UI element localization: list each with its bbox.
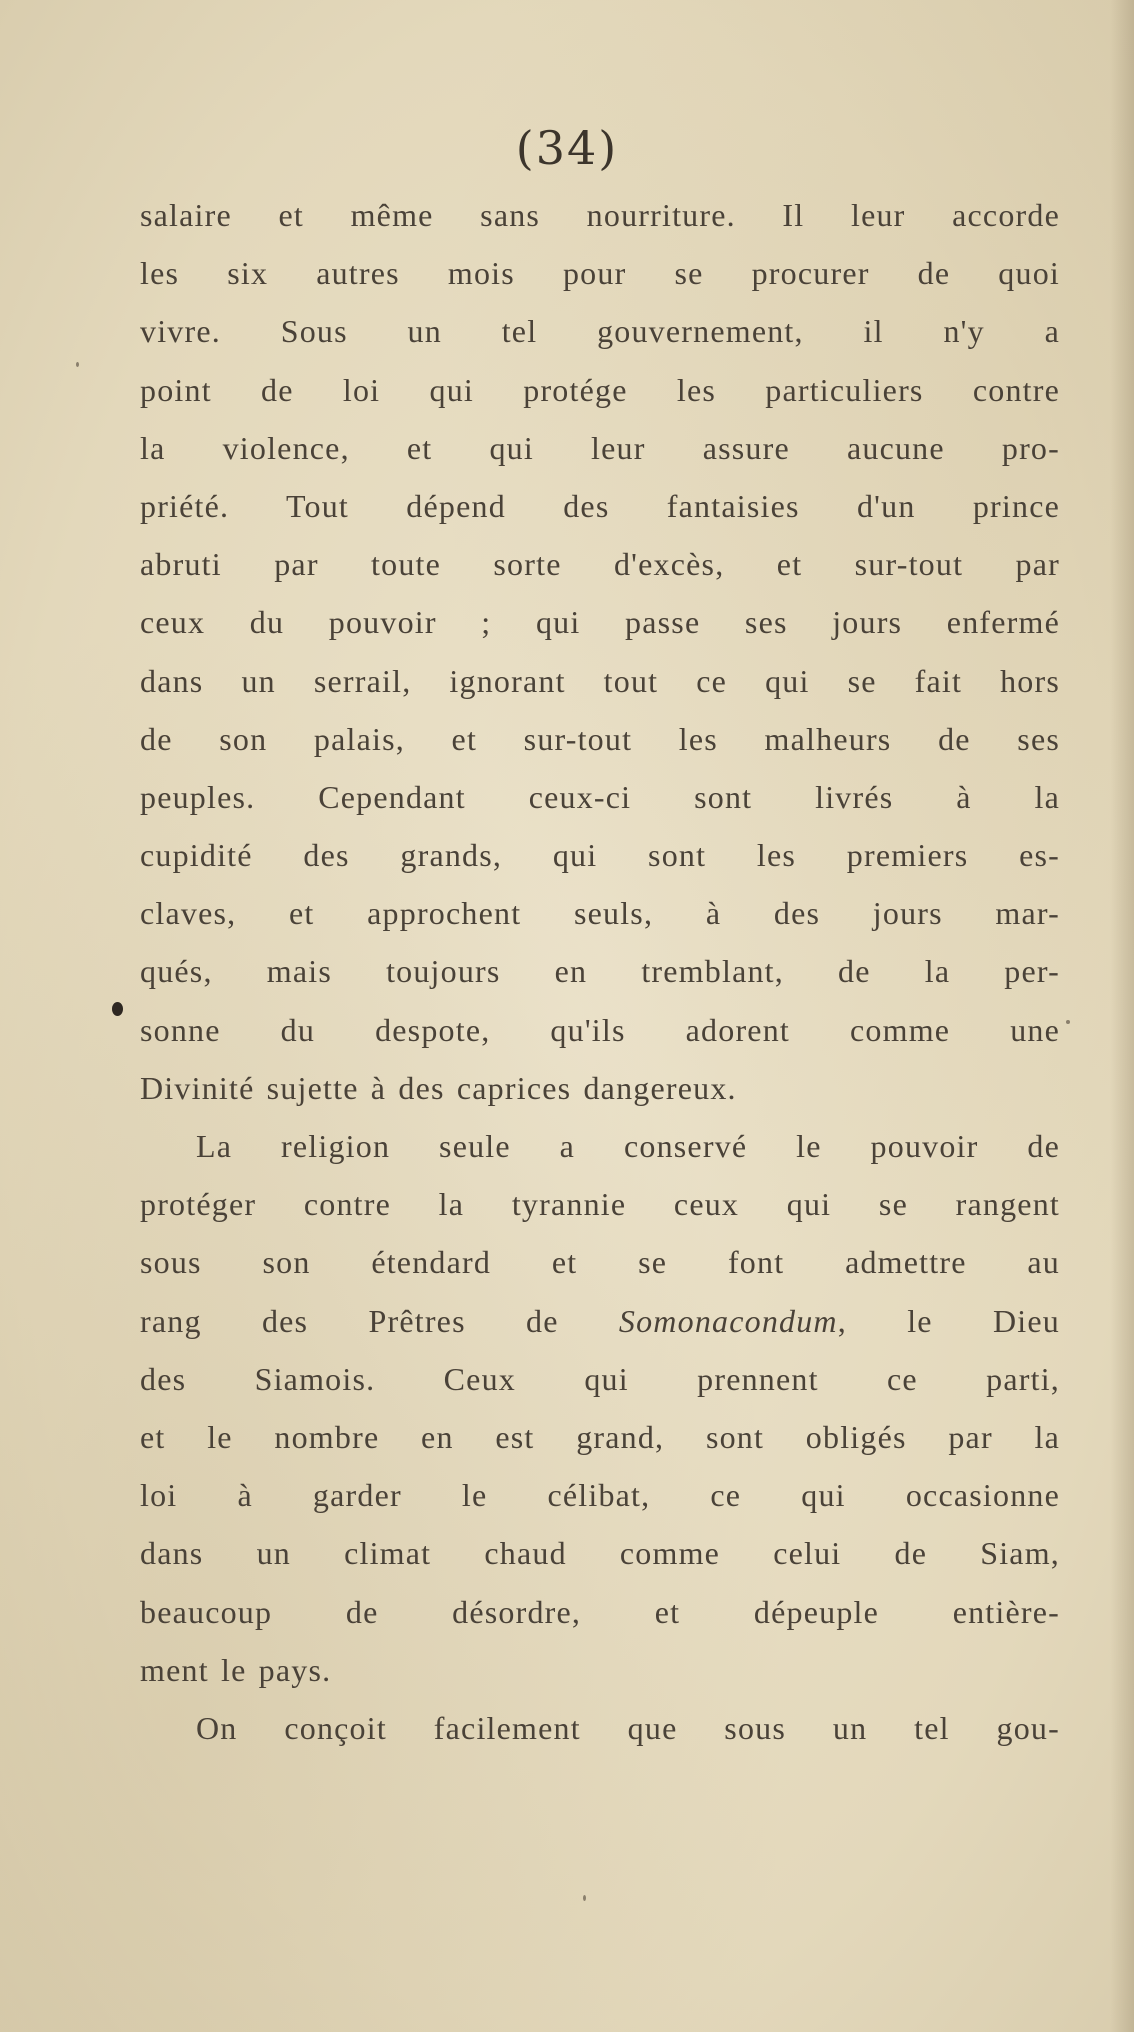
text-line: priété. Tout dépend des fantaisies d'un prince: [140, 487, 1060, 524]
text-line: les six autres mois pour se procurer de quoi: [140, 255, 1060, 292]
text-line: de son palais, et sur-tout les malheurs de ses: [140, 720, 1060, 757]
text-line: des Siamois. Ceux qui prennent ce parti,: [140, 1360, 1060, 1397]
text-line: et le nombre en est grand, sont obligés par la: [140, 1418, 1060, 1455]
paper-fleck: [583, 1895, 586, 1901]
page-number: (34): [515, 121, 619, 175]
ink-stain: [112, 1002, 123, 1016]
text-line: ment le pays.: [140, 1651, 332, 1688]
body-text: [140, 186, 1060, 1757]
text-line: cupidité des grands, qui sont les premiers es-: [140, 837, 1060, 874]
text-line: abruti par toute sorte d'excès, et sur-tout par: [140, 546, 1060, 583]
paper-fleck: [76, 362, 79, 367]
text-segment: rang des Prêtres de: [140, 1302, 619, 1339]
text-line: loi à garder le célibat, ce qui occasionne: [140, 1477, 1060, 1514]
text-line: point de loi qui protége les particuliers contre: [140, 371, 1060, 408]
text-segment: , le Dieu: [837, 1302, 1060, 1339]
text-line: dans un serrail, ignorant tout ce qui se fait hors: [140, 662, 1060, 699]
text-line: protéger contre la tyrannie ceux qui se rangent: [140, 1186, 1060, 1223]
text-line: La religion seule a conservé le pouvoir de: [196, 1128, 1060, 1164]
deity-name: Somonacondum: [618, 1302, 838, 1339]
text-line: la violence, et qui leur assure aucune pro-: [140, 429, 1060, 466]
paper-fleck: [1066, 1020, 1070, 1024]
text-line: qués, mais toujours en tremblant, de la per-: [140, 953, 1060, 990]
text-line: salaire et même sans nourriture. Il leur accorde: [140, 197, 1060, 233]
text-line: ceux du pouvoir ; qui passe ses jours enfermé: [140, 604, 1060, 641]
text-line: peuples. Cependant ceux-ci sont livrés à la: [140, 778, 1060, 815]
text-line: dans un climat chaud comme celui de Siam,: [140, 1535, 1060, 1572]
page-edge-shadow: [1110, 0, 1134, 2032]
text-line: beaucoup de désordre, et dépeuple entière-: [140, 1593, 1060, 1630]
text-line: sonne du despote, qu'ils adorent comme une: [140, 1011, 1060, 1048]
text-line: On conçoit facilement que sous un tel gou-: [196, 1709, 1060, 1746]
text-line: claves, et approchent seuls, à des jours mar-: [140, 895, 1060, 932]
text-line: Divinité sujette à des caprices dangereux.: [140, 1069, 737, 1106]
text-line: sous son étendard et se font admettre au: [140, 1244, 1060, 1281]
text-line: vivre. Sous un tel gouvernement, il n'y a: [140, 313, 1060, 350]
text-line: [140, 1292, 1060, 1350]
